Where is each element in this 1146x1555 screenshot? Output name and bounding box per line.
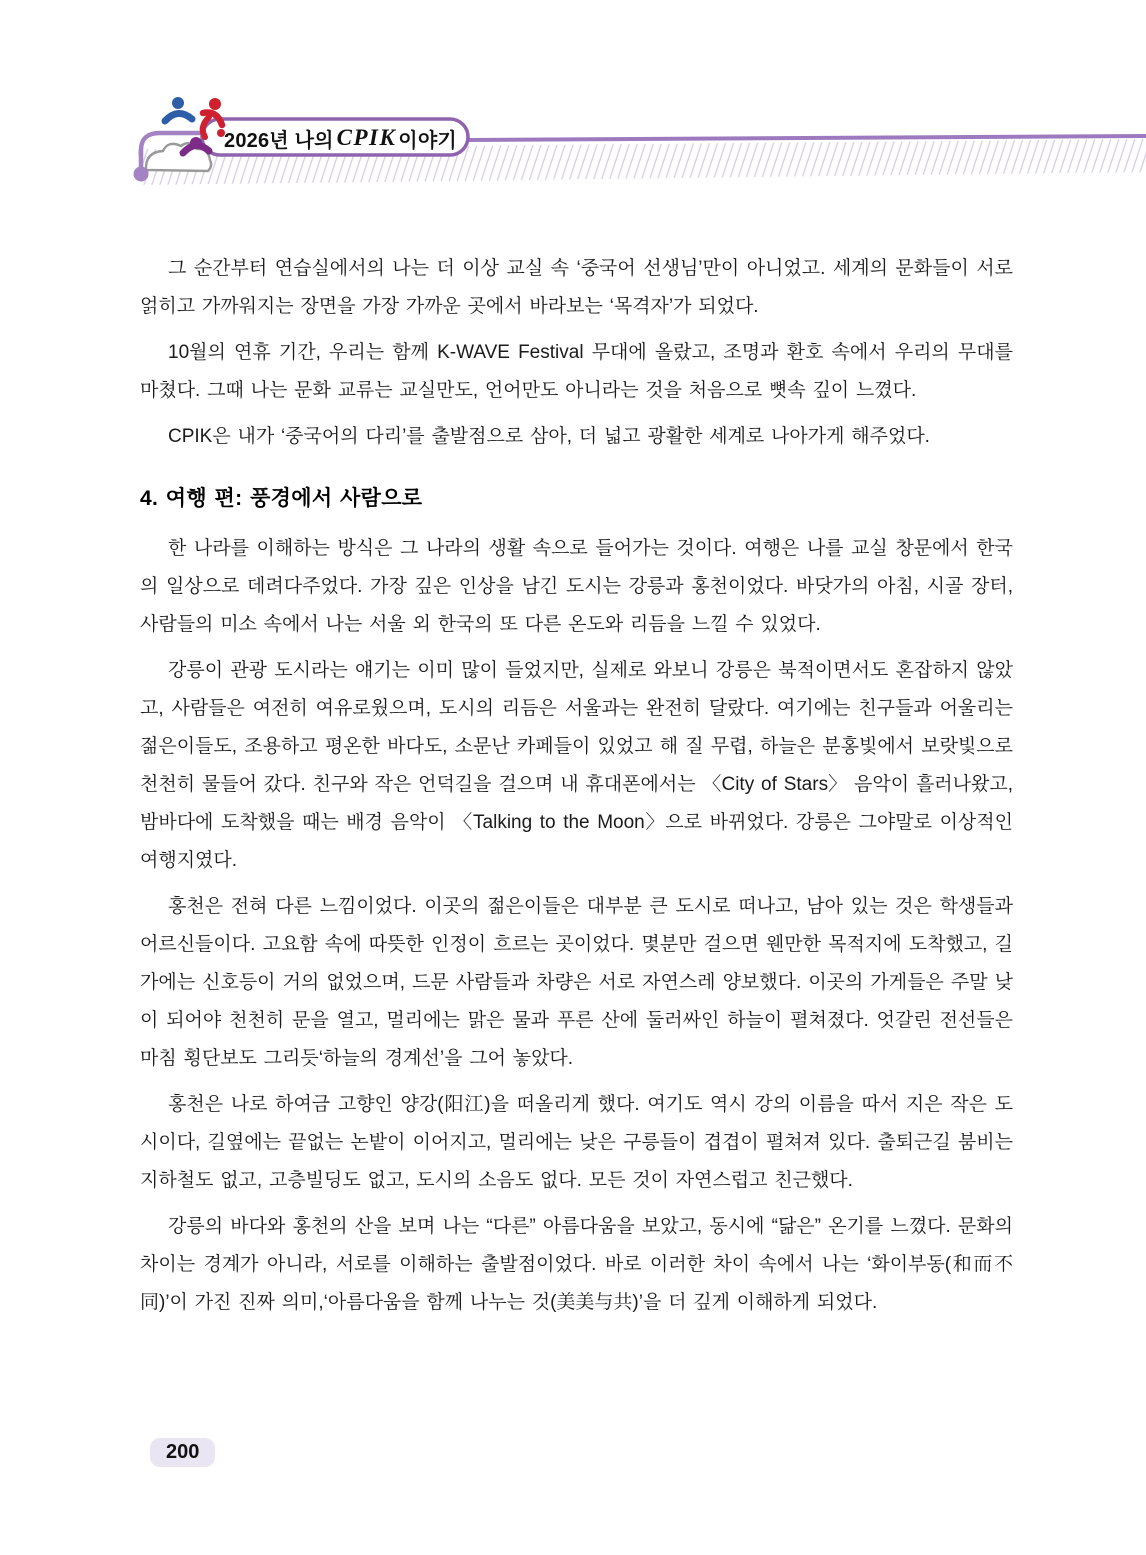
paragraph: 홍천은 나로 하여금 고향인 양강(阳江)을 떠올리게 했다. 여기도 역시 강의 이름을 따서 지은 작은 도시이다, 길옆에는 끝없는 논밭이 이어지고, 멀리에는 낮은 구릉들이 겹겹이 펼쳐져 있다. 출퇴근길 붐비는 지하철도 없고, 고층빌딩도 없고, 도시의 소음도 없다. 모든 것이 자연스럽고 친근했다. [140, 1094, 1013, 1191]
header-hook-dot [134, 167, 149, 182]
header-title-prefix: 2026년 나의 [224, 129, 334, 152]
header-title-suffix: 이야기 [398, 129, 457, 152]
paragraph: 강릉이 관광 도시라는 얘기는 이미 많이 들었지만, 실제로 와보니 강릉은 북적이면서도 혼잡하지 않았고, 사람들은 여전히 여유로웠으며, 도시의 리듬은 서울과는 완전히 달랐다. 여기에는 친구들과 어울리는 젊은이들도, 조용하고 평온한 바다도, 소문난 카페들이 있었고 해 질 무렵, 하늘은 분홍빛에서 보랏빛으로 천천히 물들어 갔다. 친구와 작은 언덕길을 걸으며 내 휴대폰에서는 〈City of Stars〉 음악이 흘러나왔고, 밤바다에 도착했을 때는 배경 음악이 〈Talking to the Moon〉으로 바뀌었다. 강릉은 그야말로 이상적인 여행지였다. [140, 660, 1013, 871]
paragraph: 그 순간부터 연습실에서의 나는 더 이상 교실 속 ‘중국어 선생님’만이 아니었고. 세계의 문화들이 서로 얽히고 가까워지는 장면을 가장 가까운 곳에서 바라보는 ‘목격자’가 되었다. [140, 258, 1013, 317]
header-rule-line [466, 136, 1146, 140]
page-number-badge: 200 [150, 1438, 215, 1467]
paragraph: 홍천은 전혀 다른 느낌이었다. 이곳의 젊은이들은 대부분 큰 도시로 떠나고, 남아 있는 것은 학생들과 어르신들이다. 고요함 속에 따뜻한 인정이 흐르는 곳이었다. 몇분만 걸으면 웬만한 목적지에 도착했고, 길가에는 신호등이 거의 없었으며, 드문 사람들과 차량은 서로 자연스레 양보했다. 이곳의 가게들은 주말 낮이 되어야 천천히 문을 열고, 멀리에는 맑은 물과 푸른 산에 둘러싸인 하늘이 펼쳐졌다. 엇갈린 전선들은 마침 횡단보도 그리듯‘하늘의 경계선’을 그어 놓았다. [140, 896, 1013, 1069]
section-heading: 4. 여행 편: 풍경에서 사람으로 [140, 487, 423, 510]
header-decoration [0, 0, 1146, 210]
article-body [140, 250, 1013, 1330]
paragraph: CPIK은 내가 ‘중국어의 다리’를 출발점으로 삼아, 더 넓고 광활한 세계로 나아가게 해주었다. [168, 426, 930, 447]
page-header [0, 0, 1146, 210]
header-title [224, 123, 457, 153]
paragraph: 강릉의 바다와 홍천의 산을 보며 나는 “다른” 아름다움을 보았고, 동시에 “닮은” 온기를 느꼈다. 문화의 차이는 경계가 아니라, 서로를 이해하는 출발점이었다. 바로 이러한 차이 속에서 나는 ‘화이부동(和而不同)’이 가진 진짜 의미,‘아름다움을 함께 나누는 것(美美与共)’을 더 깊게 이해하게 되었다. [140, 1216, 1013, 1313]
paragraph: 한 나라를 이해하는 방식은 그 나라의 생활 속으로 들어가는 것이다. 여행은 나를 교실 창문에서 한국의 일상으로 데려다주었다. 가장 깊은 인상을 남긴 도시는 강릉과 홍천이었다. 바닷가의 아침, 시골 장터, 사람들의 미소 속에서 나는 서울 외 한국의 또 다른 온도와 리듬을 느낄 수 있었다. [140, 538, 1013, 635]
paragraph: 10월의 연휴 기간, 우리는 함께 K-WAVE Festival 무대에 올랐고, 조명과 환호 속에서 우리의 무대를 마쳤다. 그때 나는 문화 교류는 교실만도, 언어만도 아니라는 것을 처음으로 뼛속 깊이 느꼈다. [140, 342, 1013, 401]
header-title-brand: CPIK [336, 125, 397, 150]
